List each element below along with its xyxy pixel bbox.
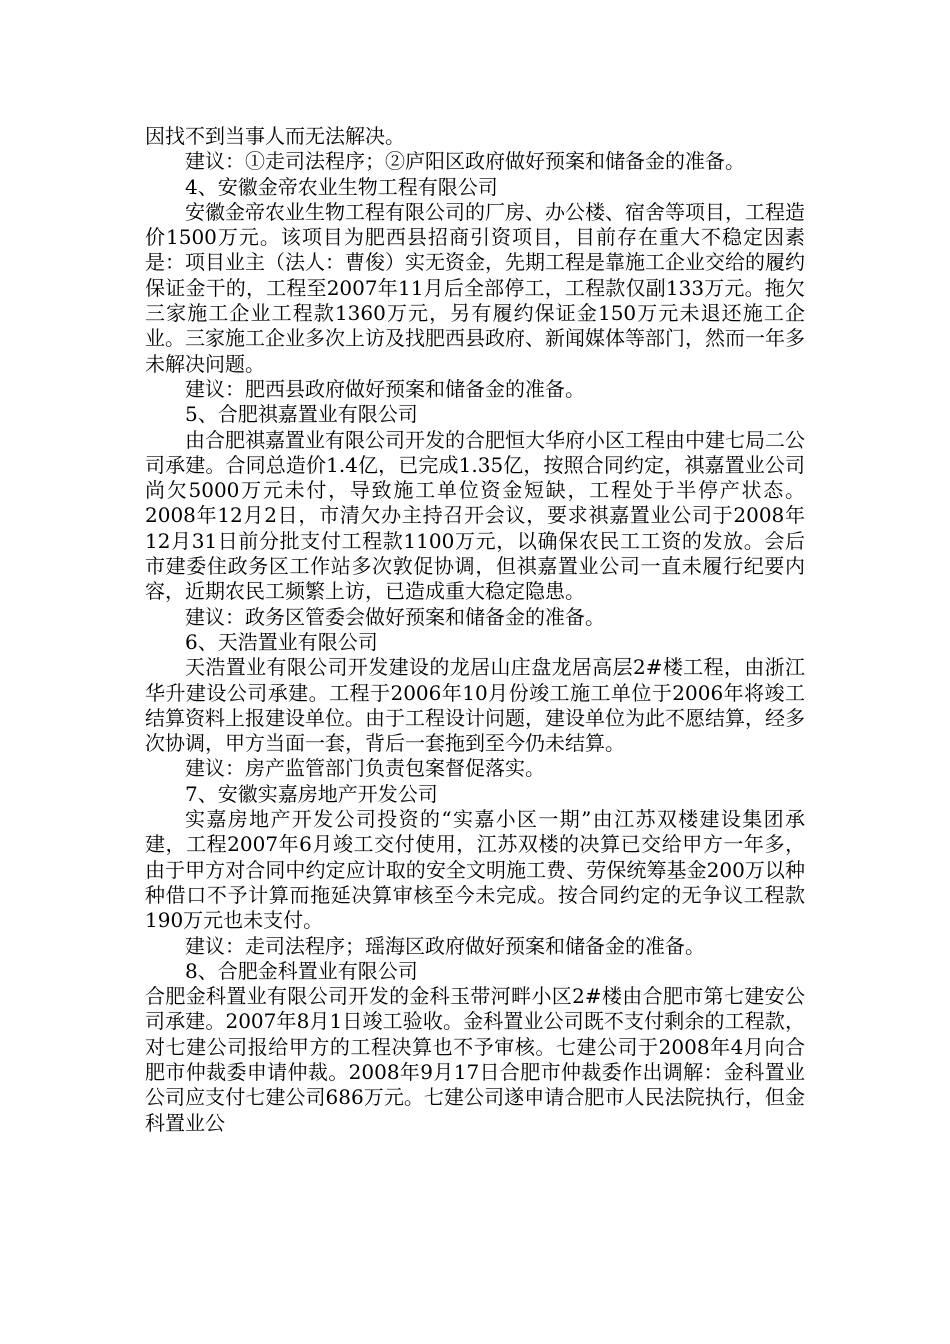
document-page [145, 124, 805, 1136]
paragraph: 天浩置业有限公司开发建设的龙居山庄盘龙居高层2#楼工程，由浙江华升建设公司承建。工程于2006年10月份竣工施工单位于2006年将竣工结算资料上报建设单位。由于工程设计问题，建设单位为此不愿结算，经多次协调，甲方当面一套，背后一套拖到至今仍未结算。 [145, 655, 805, 756]
section-heading: 8、合肥金科置业有限公司 [185, 958, 418, 983]
recommendation-paragraph: 建议：肥西县政府做好预案和储备金的准备。 [185, 376, 585, 401]
recommendation-paragraph: 建议：①走司法程序；②庐阳区政府做好预案和储备金的准备。 [185, 149, 745, 174]
recommendation-paragraph: 建议：房产监管部门负责包案督促落实。 [185, 756, 545, 781]
section-heading: 7、安徽实嘉房地产开发公司 [185, 781, 438, 806]
paragraph: 安徽金帝农业生物工程有限公司的厂房、办公楼、宿舍等项目，工程造价1500万元。该项目为肥西县招商引资项目，目前存在重大不稳定因素是：项目业主（法人：曹俊）实无资金，先期工程是靠施工企业交给的履约保证金干的，工程至2007年11月后全部停工，工程款仅副133万元。拖欠三家施工企业工程款1360万元，另有履约保证金150万元未退还施工企业。三家施工企业多次上访及找肥西县政府、新闻媒体等部门，然而一年多未解决问题。 [145, 199, 805, 376]
paragraph: 实嘉房地产开发公司投资的“实嘉小区一期”由江苏双楼建设集团承建，工程2007年6月竣工交付使用，江苏双楼的决算已交给甲方一年多，由于甲方对合同中约定应计取的安全文明施工费、劳保统筹基金200万以种种借口不予计算而拖延决算审核至今未完成。按合同约定的无争议工程款190万元也未支付。 [145, 807, 805, 933]
section-heading: 6、天浩置业有限公司 [185, 629, 378, 654]
recommendation-paragraph: 建议：走司法程序；瑶海区政府做好预案和储备金的准备。 [185, 933, 705, 958]
section-heading: 4、安徽金帝农业生物工程有限公司 [185, 174, 498, 199]
recommendation-paragraph: 建议：政务区管委会做好预案和储备金的准备。 [185, 604, 605, 629]
section-heading: 5、合肥祺嘉置业有限公司 [185, 402, 418, 427]
paragraph: 由合肥祺嘉置业有限公司开发的合肥恒大华府小区工程由中建七局二公司承建。合同总造价1.4亿，已完成1.35亿，按照合同约定，祺嘉置业公司尚欠5000万元未付，导致施工单位资金短缺，工程处于半停产状态。2008年12月2日，市清欠办主持召开会议，要求祺嘉置业公司于2008年12月31日前分批支付工程款1100万元，以确保农民工工资的发放。会后市建委住政务区工作站多次敦促协调，但祺嘉置业公司一直未履行纪要内容，近期农民工频繁上访，已造成重大稳定隐患。 [145, 427, 805, 604]
paragraph: 因找不到当事人而无法解决。 [145, 124, 405, 148]
paragraph: 合肥金科置业有限公司开发的金科玉带河畔小区2#楼由合肥市第七建安公司承建。2007年8月1日竣工验收。金科置业公司既不支付剩余的工程款，对七建公司报给甲方的工程决算也不予审核。七建公司于2008年4月向合肥市仲裁委申请仲裁。2008年9月17日合肥市仲裁委作出调解：金科置业公司应支付七建公司686万元。七建公司遂申请合肥市人民法院执行，但金科置业公 [145, 984, 805, 1135]
